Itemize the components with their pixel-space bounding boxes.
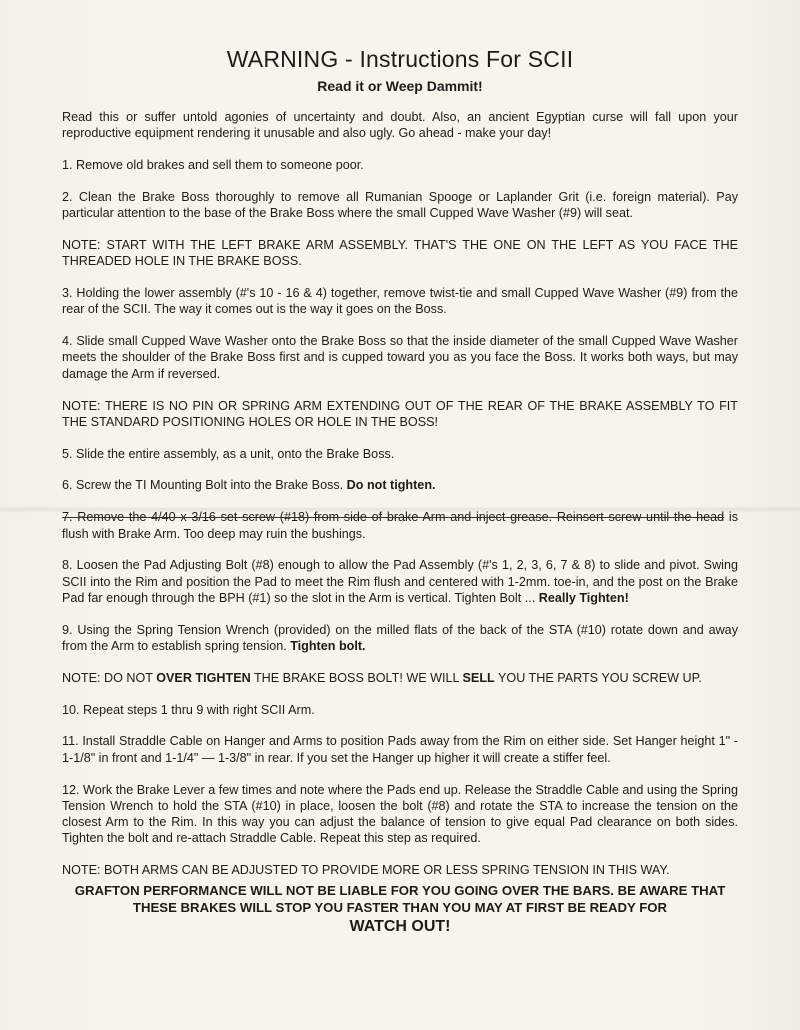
step-12: 12. Work the Brake Lever a few times and note where the Pads end up. Release the Straddle Cable and using the Spring Tension Wrench to hold the STA (#10) in place, loosen the bolt (#8) and rotate the STA to increase the tension on the closest Arm to the Rim. In this way you can adjust the balance of tension to give equal Pad clearance on both sides. Tighten the bolt and re-attach Straddle Cable. Repeat this step as required.: [62, 782, 738, 846]
step-3: 3. Holding the lower assembly (#'s 10 - 16 & 4) together, remove twist-tie and small Cupped Wave Washer (#9) from the rear of the SCII. The way it comes out is the way it goes on the Boss.: [62, 286, 738, 317]
step-8-emphasis: Really Tighten!: [538, 590, 629, 605]
note-3-e: YOU THE PARTS YOU SCREW UP.: [498, 670, 702, 685]
note-do-not-overtighten: [62, 670, 738, 686]
step-11: 11. Install Straddle Cable on Hanger and Arms to position Pads away from the Rim on either side. Set Hanger height 1" - 1-1/8" in front and 1-1/4" — 1-3/8" in rear. If you set the Hanger up higher it will create a stiffer feel.: [62, 734, 738, 765]
step-6-emphasis: Do not tighten.: [346, 478, 436, 493]
step-2: 2. Clean the Brake Boss thoroughly to remove all Rumanian Spooge or Laplander Grit (i.e. foreign material). Pay particular attention to the base of the Brake Boss where the small Cupped Wave Washer (#9) will seat.: [62, 189, 738, 221]
note-3-b: OVER TIGHTEN: [156, 670, 251, 685]
step-4: 4. Slide small Cupped Wave Washer onto the Brake Boss so that the inside diameter of the small Cupped Wave Washer meets the shoulder of the Brake Boss first and is cupped toward you as you face the Boss. It works both ways, but may damage the Arm if reversed.: [62, 334, 738, 381]
note-3-c: THE BRAKE BOSS BOLT! WE WILL: [253, 670, 460, 685]
page-subtitle: Read it or Weep Dammit!: [317, 78, 483, 94]
step-8-text: 8. Loosen the Pad Adjusting Bolt (#8) enough to allow the Pad Assembly (#'s 1, 2, 3, 6, 7 & 8) to slide and pivot. Swing SCII into the Rim and position the Pad to meet the Rim flush and centered with 1-2mm. toe-in, and the post on the Brake Pad far enough through the BPH (#1) so the slot in the Arm is vertical. Tighten Bolt ...: [62, 558, 738, 605]
liability-warning: [40, 882, 760, 938]
step-7-line-1: 7. Remove the 4/40 x 3/16 set screw (#18) from side of brake Arm and inject grease. Reinsert screw until the head: [62, 510, 725, 525]
note-3-a: NOTE: DO NOT: [62, 670, 153, 685]
note-3-d: SELL: [462, 670, 495, 685]
step-5: 5. Slide the entire assembly, as a unit, onto the Brake Boss.: [62, 446, 395, 461]
step-8: [62, 557, 738, 606]
step-7-line-2: is flush with Brake Arm. Too deep may ruin the bushings.: [62, 510, 738, 541]
step-9: [62, 622, 738, 655]
step-1: 1. Remove old brakes and sell them to someone poor.: [62, 158, 364, 173]
step-7: [62, 509, 738, 542]
footer-line-1: GRAFTON PERFORMANCE WILL NOT BE LIABLE FOR YOU GOING OVER THE BARS. BE AWARE THAT: [74, 883, 726, 898]
footer-line-2: THESE BRAKES WILL STOP YOU FASTER THAN YOU MAY AT FIRST BE READY FOR: [132, 900, 668, 915]
footer-watch-out: WATCH OUT!: [349, 918, 451, 935]
step-6-text: 6. Screw the TI Mounting Bolt into the Brake Boss.: [62, 478, 344, 493]
step-6: [62, 477, 738, 493]
note-both-arms: NOTE: BOTH ARMS CAN BE ADJUSTED TO PROVIDE MORE OR LESS SPRING TENSION IN THIS WAY.: [62, 863, 670, 878]
step-10: 10. Repeat steps 1 thru 9 with right SCII Arm.: [62, 702, 315, 717]
instructions-body: [62, 109, 738, 894]
step-9-emphasis: Tighten bolt.: [290, 639, 366, 654]
intro-paragraph: Read this or suffer untold agonies of uncertainty and doubt. Also, an ancient Egyptian curse will fall upon your reproductive equipment rendering it unusable and also ugly. Go ahead - make your day!: [62, 110, 738, 141]
step-9-text: 9. Using the Spring Tension Wrench (provided) on the milled flats of the back of the STA (#10) rotate down and away from the Arm to establish spring tension.: [62, 622, 738, 654]
page-title: WARNING - Instructions For SCII: [226, 46, 574, 72]
note-no-pin: NOTE: THERE IS NO PIN OR SPRING ARM EXTENDING OUT OF THE REAR OF THE BRAKE ASSEMBLY TO FIT THE STANDARD POSITIONING HOLES OR HOLE IN THE BOSS!: [62, 398, 738, 429]
note-left-arm: NOTE: START WITH THE LEFT BRAKE ARM ASSEMBLY. THAT'S THE ONE ON THE LEFT AS YOU FACE THE THREADED HOLE IN THE BRAKE BOSS.: [62, 237, 738, 269]
